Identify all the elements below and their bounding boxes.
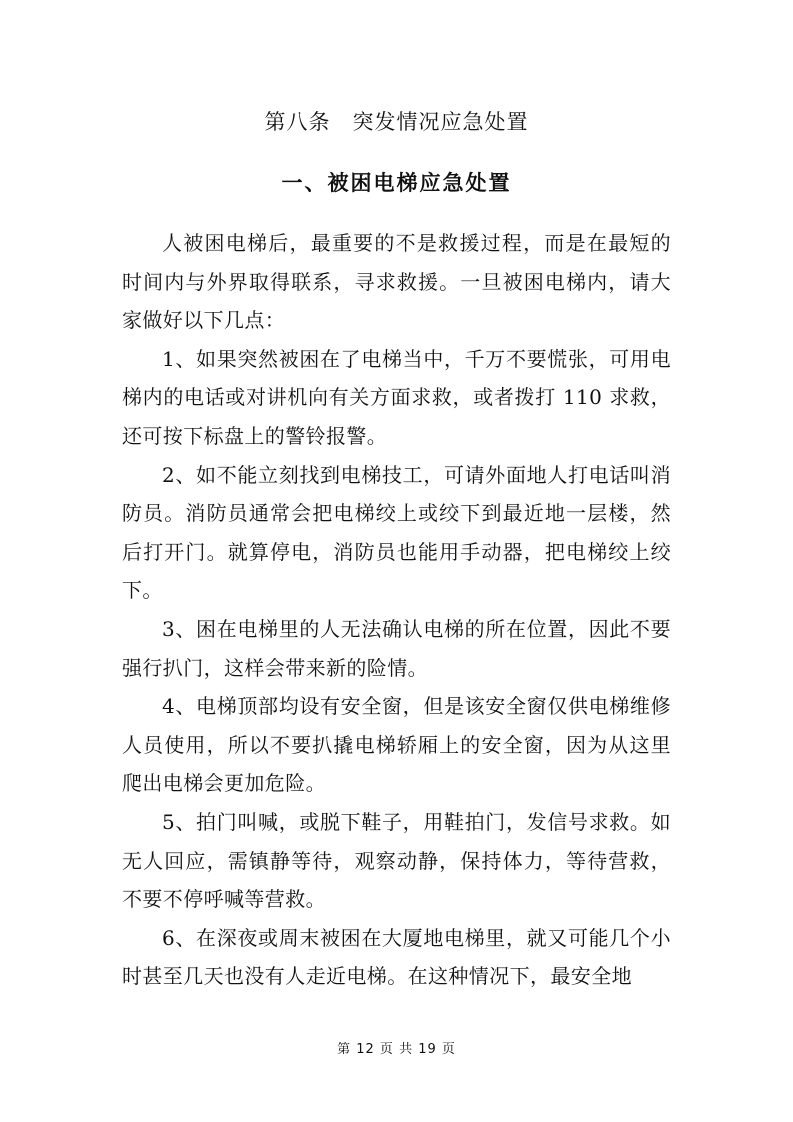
page-indicator: 第 12 页 共 19 页 xyxy=(337,1042,456,1057)
section-title: 一、被困电梯应急处置 xyxy=(281,170,512,195)
article-title: 第八条 突发情况应急处置 xyxy=(264,110,529,134)
intro-paragraph: 人被困电梯后，最重要的不是救援过程，而是在最短的时间内与外界取得联系，寻求救援。一旦被困电梯内，请大家做好以下几点： xyxy=(122,231,671,333)
list-item-3: 3、困在电梯里的人无法确认电梯的所在位置，因此不要强行扒门，这样会带来新的险情。 xyxy=(122,616,671,680)
list-item-5: 5、拍门叫喊，或脱下鞋子，用鞋拍门，发信号求救。如无人回应，需镇静等待，观察动静，保持体力，等待营救，不要不停呼喊等营救。 xyxy=(122,809,671,912)
list-item-1: 1、如果突然被困在了电梯当中，千万不要慌张，可用电梯内的电话或对讲机向有关方面求救，或者拨打 110 求救，还可按下标盘上的警铃报警。 xyxy=(122,346,671,448)
document-body xyxy=(122,224,671,996)
list-item-2: 2、如不能立刻找到电梯技工，可请外面地人打电话叫消防员。消防员通常会把电梯绞上或绞下到最近地一层楼，然后打开门。就算停电，消防员也能用手动器，把电梯绞上绞下。 xyxy=(122,462,671,603)
list-item-4: 4、电梯顶部均设有安全窗，但是该安全窗仅供电梯维修人员使用，所以不要扒撬电梯轿厢上的安全窗，因为从这里爬出电梯会更加危险。 xyxy=(122,694,671,796)
list-item-6: 6、在深夜或周末被困在大厦地电梯里，就又可能几个小时甚至几天也没有人走近电梯。在这种情况下，最安全地 xyxy=(122,925,671,989)
